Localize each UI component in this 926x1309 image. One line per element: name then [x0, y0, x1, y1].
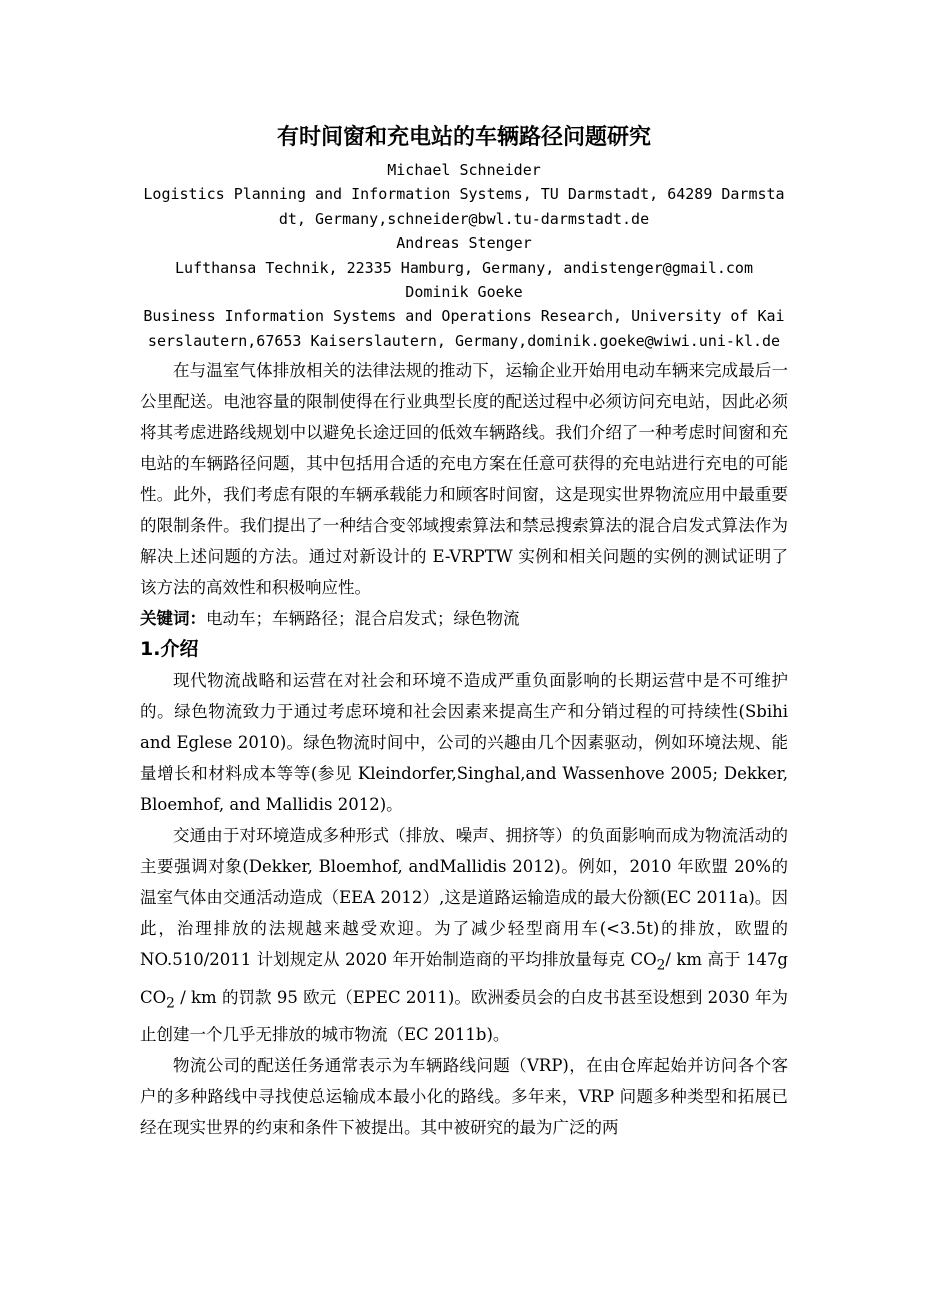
paragraph-text: 交通由于对环境造成多种形式（排放、噪声、拥挤等）的负面影响而成为物流活动的主要强调对象(Dekker, Bloemhof, andMallidis 2012)。例如，2010 年欧盟 20%的温室气体由交通活动造成（EEA 2012）,这是道路运输造成的最大份额(EC 2011a)。因此，治理排放的法规越来越受欢迎。为了减少轻型商用车(<3.5t)的排放，欧盟的 NO.510/2011 计划规定从 2020 年开始制造商的平均排放量每克 CO [140, 826, 788, 970]
paper-title: 有时间窗和充电站的车辆路径问题研究 [276, 124, 651, 150]
section-heading: 1.介绍 [140, 638, 199, 661]
keywords [140, 603, 788, 634]
keywords-list: 电动车；车辆路径；混合启发式；绿色物流 [206, 609, 520, 629]
abstract-text: 在与温室气体排放相关的法律法规的推动下，运输企业开始用电动车辆来完成最后一公里配送。电池容量的限制使得在行业典型长度的配送过程中必须访问充电站，因此必须将其考虑进路线规划中以避免长途迂回的低效车辆路线。我们介绍了一种考虑时间窗和充电站的车辆路径问题，其中包括用合适的充电方案在任意可获得的充电站进行充电的可能性。此外，我们考虑有限的车辆承载能力和顾客时间窗，这是现实世界物流应用中最重要的限制条件。我们提出了一种结合变邻域搜索算法和禁忌搜索算法的混合启发式算法作为解决上述问题的方法。通过对新设计的 E-VRPTW 实例和相关问题的实例的测试证明了该方法的高效性和积极响应性。 [140, 361, 788, 598]
body-paragraph: 现代物流战略和运营在对社会和环境不造成严重负面影响的长期运营中是不可维护的。绿色物流致力于通过考虑环境和社会因素来提高生产和分销过程的可持续性(Sbihi and Eglese 2010)。绿色物流时间中，公司的兴趣由几个因素驱动，例如环境法规、能量增长和材料成本等等(参见 Kleindorfer,Singhal,and Wassenhove 2005; Dekker, Bloemhof, and Mallidis 2012)。 [140, 671, 788, 815]
author-affiliation: Lufthansa Technik, 22335 Hamburg, Germany, andistenger@gmail.com [175, 258, 753, 277]
paragraph-text: / km 高于 147g CO [140, 950, 788, 1007]
body-paragraph: 物流公司的配送任务通常表示为车辆路线问题（VRP)，在由仓库起始并访问各个客户的多种路线中寻找使总运输成本最小化的路线。多年来，VRP 问题多种类型和拓展已经在现实世界的约束和条件下被提出。其中被研究的最为广泛的两 [140, 1055, 788, 1137]
author-affiliation: Logistics Planning and Information Systems, TU Darmstadt, 64289 Darmstadt, Germany,schneider@bwl.tu-darmstadt.de [143, 185, 785, 228]
keywords-label: 关键词： [140, 609, 206, 629]
author-affiliation: Business Information Systems and Operations Research, University of Kaiserslautern,67653 Kaiserslautern, Germany,dominik.goeke@wiwi.uni-kl.de [143, 307, 785, 350]
body-paragraph [140, 820, 788, 1050]
paper-page [140, 120, 788, 1143]
author-name: Michael Schneider [387, 161, 541, 179]
paragraph-text: / km 的罚款 95 欧元（EPEC 2011)。欧洲委员会的白皮书甚至设想到 2030 年为止创建一个几乎无排放的城市物流（EC 2011b)。 [140, 987, 788, 1044]
author-name: Dominik Goeke [405, 283, 523, 302]
subscript: 2 [656, 957, 666, 974]
subscript: 2 [166, 994, 175, 1011]
author-name: Andreas Stenger [396, 234, 532, 253]
